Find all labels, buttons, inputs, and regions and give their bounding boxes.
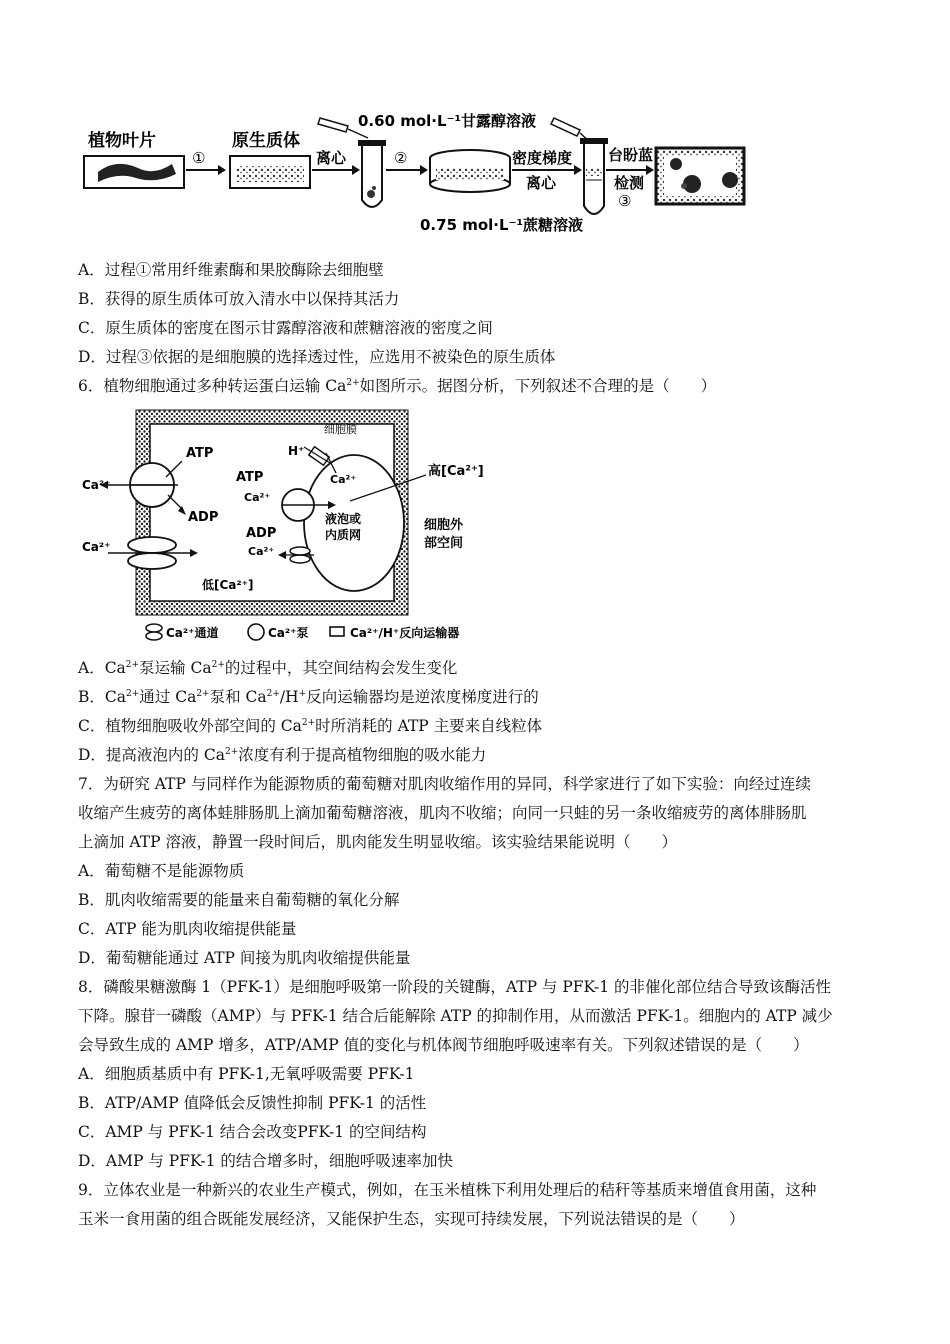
q7-stem-line1: 7．为研究 ATP 与同样作为能源物质的葡萄糖对肌肉收缩作用的异同，科学家进行了如下实验：向经过连续 bbox=[78, 775, 811, 793]
atp-label-1: ATP bbox=[186, 446, 214, 461]
centrifuge-tube-2 bbox=[580, 138, 608, 214]
q8-option-c: C．AMP 与 PFK-1 结合会改变PFK-1 的空间结构 bbox=[78, 1123, 427, 1141]
sucrose-label: 0.75 mol·L⁻¹蔗糖溶液 bbox=[420, 216, 584, 234]
leaf-label: 植物叶片 bbox=[88, 131, 156, 151]
protoplast-label: 原生质体 bbox=[232, 131, 300, 151]
atp-label-2: ATP bbox=[236, 470, 264, 485]
ca-in-label: Ca²⁺ bbox=[82, 540, 111, 554]
outside-label-1: 细胞外 bbox=[424, 518, 464, 533]
q5-option-d: D．过程③依据的是细胞膜的选择透过性，应选用不被染色的原生质体 bbox=[78, 348, 556, 366]
q8-stem-line3: 会导致生成的 AMP 增多，ATP/AMP 值的变化与机体阀节细胞呼吸速率有关。下列叙述错误的是（ ） bbox=[78, 1036, 809, 1054]
q6-option-a: A．$Ca^{2+}$泵运输 $Ca^{2+}$的过程中，其空间结构会发生变化 bbox=[78, 659, 458, 677]
q7-stem-line3: 上滴加 ATP 溶液，静置一段时间后，肌肉能发生明显收缩。该实验结果能说明（ ） bbox=[78, 833, 677, 851]
gradient-label: 密度梯度 bbox=[512, 149, 573, 167]
q9-stem-line1: 9．立体农业是一种新兴的农业生产模式，例如，在玉米植株下利用处理后的秸秆等基质来增值食用菌，这种 bbox=[78, 1181, 817, 1199]
calcium-transport-figure bbox=[78, 405, 498, 650]
ca-out-label: Ca²⁺ bbox=[82, 478, 111, 492]
er-label: 内质网 bbox=[325, 528, 362, 542]
q5-option-c: C．原生质体的密度在图示甘露醇溶液和蔗糖溶液的密度之间 bbox=[78, 319, 493, 337]
high-ca-label: 高[Ca²⁺] bbox=[428, 464, 484, 479]
q7-option-c: C．ATP 能为肌肉收缩提供能量 bbox=[78, 920, 297, 938]
adp-label-2: ADP bbox=[246, 526, 277, 541]
protoplast-flow-figure bbox=[80, 108, 760, 238]
q8-stem-line2: 下降。腺苷一磷酸（AMP）与 PFK-1 结合后能解除 ATP 的抑制作用，从而激活 PFK-1。细胞内的 ATP 减少 bbox=[78, 1007, 833, 1025]
h-label: H⁺ bbox=[288, 444, 305, 458]
q6-option-d: D．提高液泡内的 $Ca^{2+}$浓度有利于提高植物细胞的吸水能力 bbox=[78, 746, 487, 764]
legend-pump: Ca²⁺泵 bbox=[268, 626, 309, 640]
protoplast-dish bbox=[230, 156, 310, 188]
step2-label: ② bbox=[394, 149, 408, 167]
cell-membrane-label: 细胞膜 bbox=[324, 423, 357, 436]
q7-option-b: B．肌肉收缩需要的能量来自葡萄糖的氧化分解 bbox=[78, 891, 400, 909]
q8-stem-line1: 8．磷酸果糖激酶 1（PFK-1）是细胞呼吸第一阶段的关键酶，ATP 与 PFK-1 的非催化部位结合导致该酶活性 bbox=[78, 978, 832, 996]
q6-option-c: C．植物细胞吸收外部空间的 $Ca^{2+}$时所消耗的 ATP 主要来自线粒体 bbox=[78, 717, 543, 735]
detect-label: 检测 bbox=[614, 174, 645, 192]
step3-label: ③ bbox=[618, 192, 632, 210]
q8-option-b: B．ATP/AMP 值降低会反馈性抑制 PFK-1 的活性 bbox=[78, 1094, 427, 1112]
q6-option-b: B．$Ca^{2+}$通过 $Ca^{2+}$泵和 $Ca^{2+}/H^+$反向运输器均是逆浓度梯度进行的 bbox=[78, 688, 539, 706]
centrifuge-tube-1 bbox=[358, 140, 386, 207]
q5-option-b: B．获得的原生质体可放入清水中以保持其活力 bbox=[78, 290, 400, 308]
q5-option-a: A．过程①常用纤维素酶和果胶酶除去细胞壁 bbox=[78, 261, 384, 279]
microscope-field bbox=[656, 148, 744, 204]
low-ca-label: 低[Ca²⁺] bbox=[202, 578, 254, 592]
ca-channel-label: Ca²⁺ bbox=[248, 545, 275, 558]
vacuole-label: 液泡或 bbox=[325, 512, 362, 526]
adp-label-1: ADP bbox=[188, 510, 219, 525]
trypan-label: 台盼蓝 bbox=[608, 146, 654, 164]
centrifuge1-label: 离心 bbox=[316, 149, 347, 167]
q7-option-a: A．葡萄糖不是能源物质 bbox=[78, 862, 245, 880]
q8-option-a: A．细胞质基质中有 PFK-1,无氧呼吸需要 PFK-1 bbox=[78, 1065, 415, 1083]
q9-stem-line2: 玉米一食用菌的组合既能发展经济，又能保护生态，实现可持续发展，下列说法错误的是（ ） bbox=[78, 1210, 745, 1228]
q6-stem: 6．植物细胞通过多种转运蛋白运输 $Ca^{2+}$如图所示。据图分析，下列叙述不合理的是（ ） bbox=[78, 377, 717, 395]
mixed-dish bbox=[430, 150, 510, 192]
mannitol-label: 0.60 mol·L⁻¹甘露醇溶液 bbox=[358, 112, 537, 130]
q8-option-d: D．AMP 与 PFK-1 的结合增多时，细胞呼吸速率加快 bbox=[78, 1152, 453, 1170]
legend-channel: Ca²⁺通道 bbox=[166, 626, 219, 640]
q7-stem-line2: 收缩产生疲劳的离体蛙腓肠肌上滴加葡萄糖溶液，肌肉不收缩；向同一只蛙的另一条收缩疲劳的离体腓肠肌 bbox=[78, 804, 807, 822]
leaf-dish bbox=[84, 156, 184, 188]
q7-option-d: D．葡萄糖能通过 ATP 间接为肌肉收缩提供能量 bbox=[78, 949, 411, 967]
legend-antiporter: Ca²⁺/H⁺反向运输器 bbox=[350, 626, 460, 640]
outside-label-2: 部空间 bbox=[424, 536, 464, 551]
centrifuge2-label: 离心 bbox=[526, 174, 557, 192]
step1-label: ① bbox=[192, 149, 206, 167]
ca-antiporter-label: Ca²⁺ bbox=[330, 473, 357, 486]
ca-pump-label: Ca²⁺ bbox=[244, 491, 271, 504]
legend bbox=[146, 624, 459, 640]
